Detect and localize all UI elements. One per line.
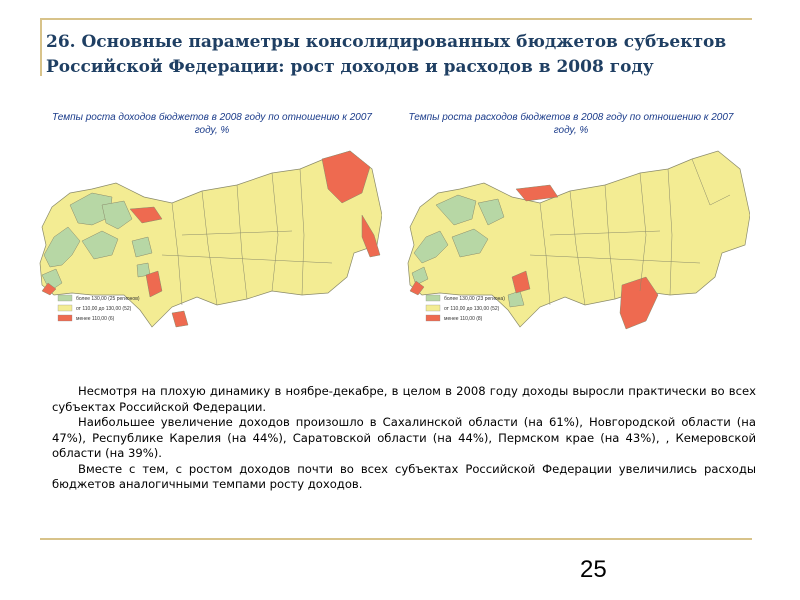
- russia-map-expenses: [400, 145, 750, 345]
- legend-label-red: менее 110,00 (8): [444, 316, 483, 322]
- legend-swatch-red: [58, 315, 72, 321]
- frame-top-line: [40, 18, 752, 20]
- page-number: 25: [580, 556, 607, 583]
- frame-bottom-line: [40, 538, 752, 540]
- legend-label-green: более 130,00 (23 региона): [444, 296, 505, 302]
- legend-swatch-yellow: [426, 305, 440, 311]
- legend-label-yellow: от 110,00 до 130,00 (52): [444, 306, 500, 312]
- legend-label-yellow: от 110,00 до 130,00 (52): [76, 306, 132, 312]
- body-text: [52, 384, 756, 493]
- legend-swatch-green: [58, 295, 72, 301]
- map-regions: [408, 151, 750, 329]
- slide-title: 26. Основные параметры консолидированных бюджетов субъектов Российской Федерации: рост доходов и расходов в 2008 году: [46, 32, 727, 77]
- legend-swatch-red: [426, 315, 440, 321]
- map-legend-expenses: [426, 295, 505, 322]
- paragraph: Несмотря на плохую динамику в ноябре-декабре, в целом в 2008 году доходы выросли практически во всех субъектах Российской Федерации.: [52, 384, 756, 414]
- map-legend-income: [58, 295, 140, 322]
- map-caption-income: Темпы роста доходов бюджетов в 2008 году по отношению к 2007 году, %: [52, 112, 372, 136]
- frame-left-line: [40, 18, 42, 76]
- map-caption-expenses: Темпы роста расходов бюджетов в 2008 году по отношению к 2007 году, %: [408, 112, 734, 136]
- legend-label-green: более 130,00 (25 регионов): [76, 296, 140, 302]
- paragraph: Наибольшее увеличение доходов произошло в Сахалинской области (на 61%), Новгородской области (на 47%), Республике Карелия (на 44%), Саратовской области (на 44%), Пермском крае (на 43%), , Кемеровской области (на 39%).: [52, 415, 756, 460]
- legend-label-red: менее 110,00 (6): [76, 316, 115, 322]
- paragraph: Вместе с тем, с ростом доходов почти во всех субъектах Российской Федерации увеличились расходы бюджетов аналогичными темпами росту доходов.: [52, 461, 756, 491]
- russia-map-income: [32, 145, 382, 345]
- legend-swatch-green: [426, 295, 440, 301]
- legend-swatch-yellow: [58, 305, 72, 311]
